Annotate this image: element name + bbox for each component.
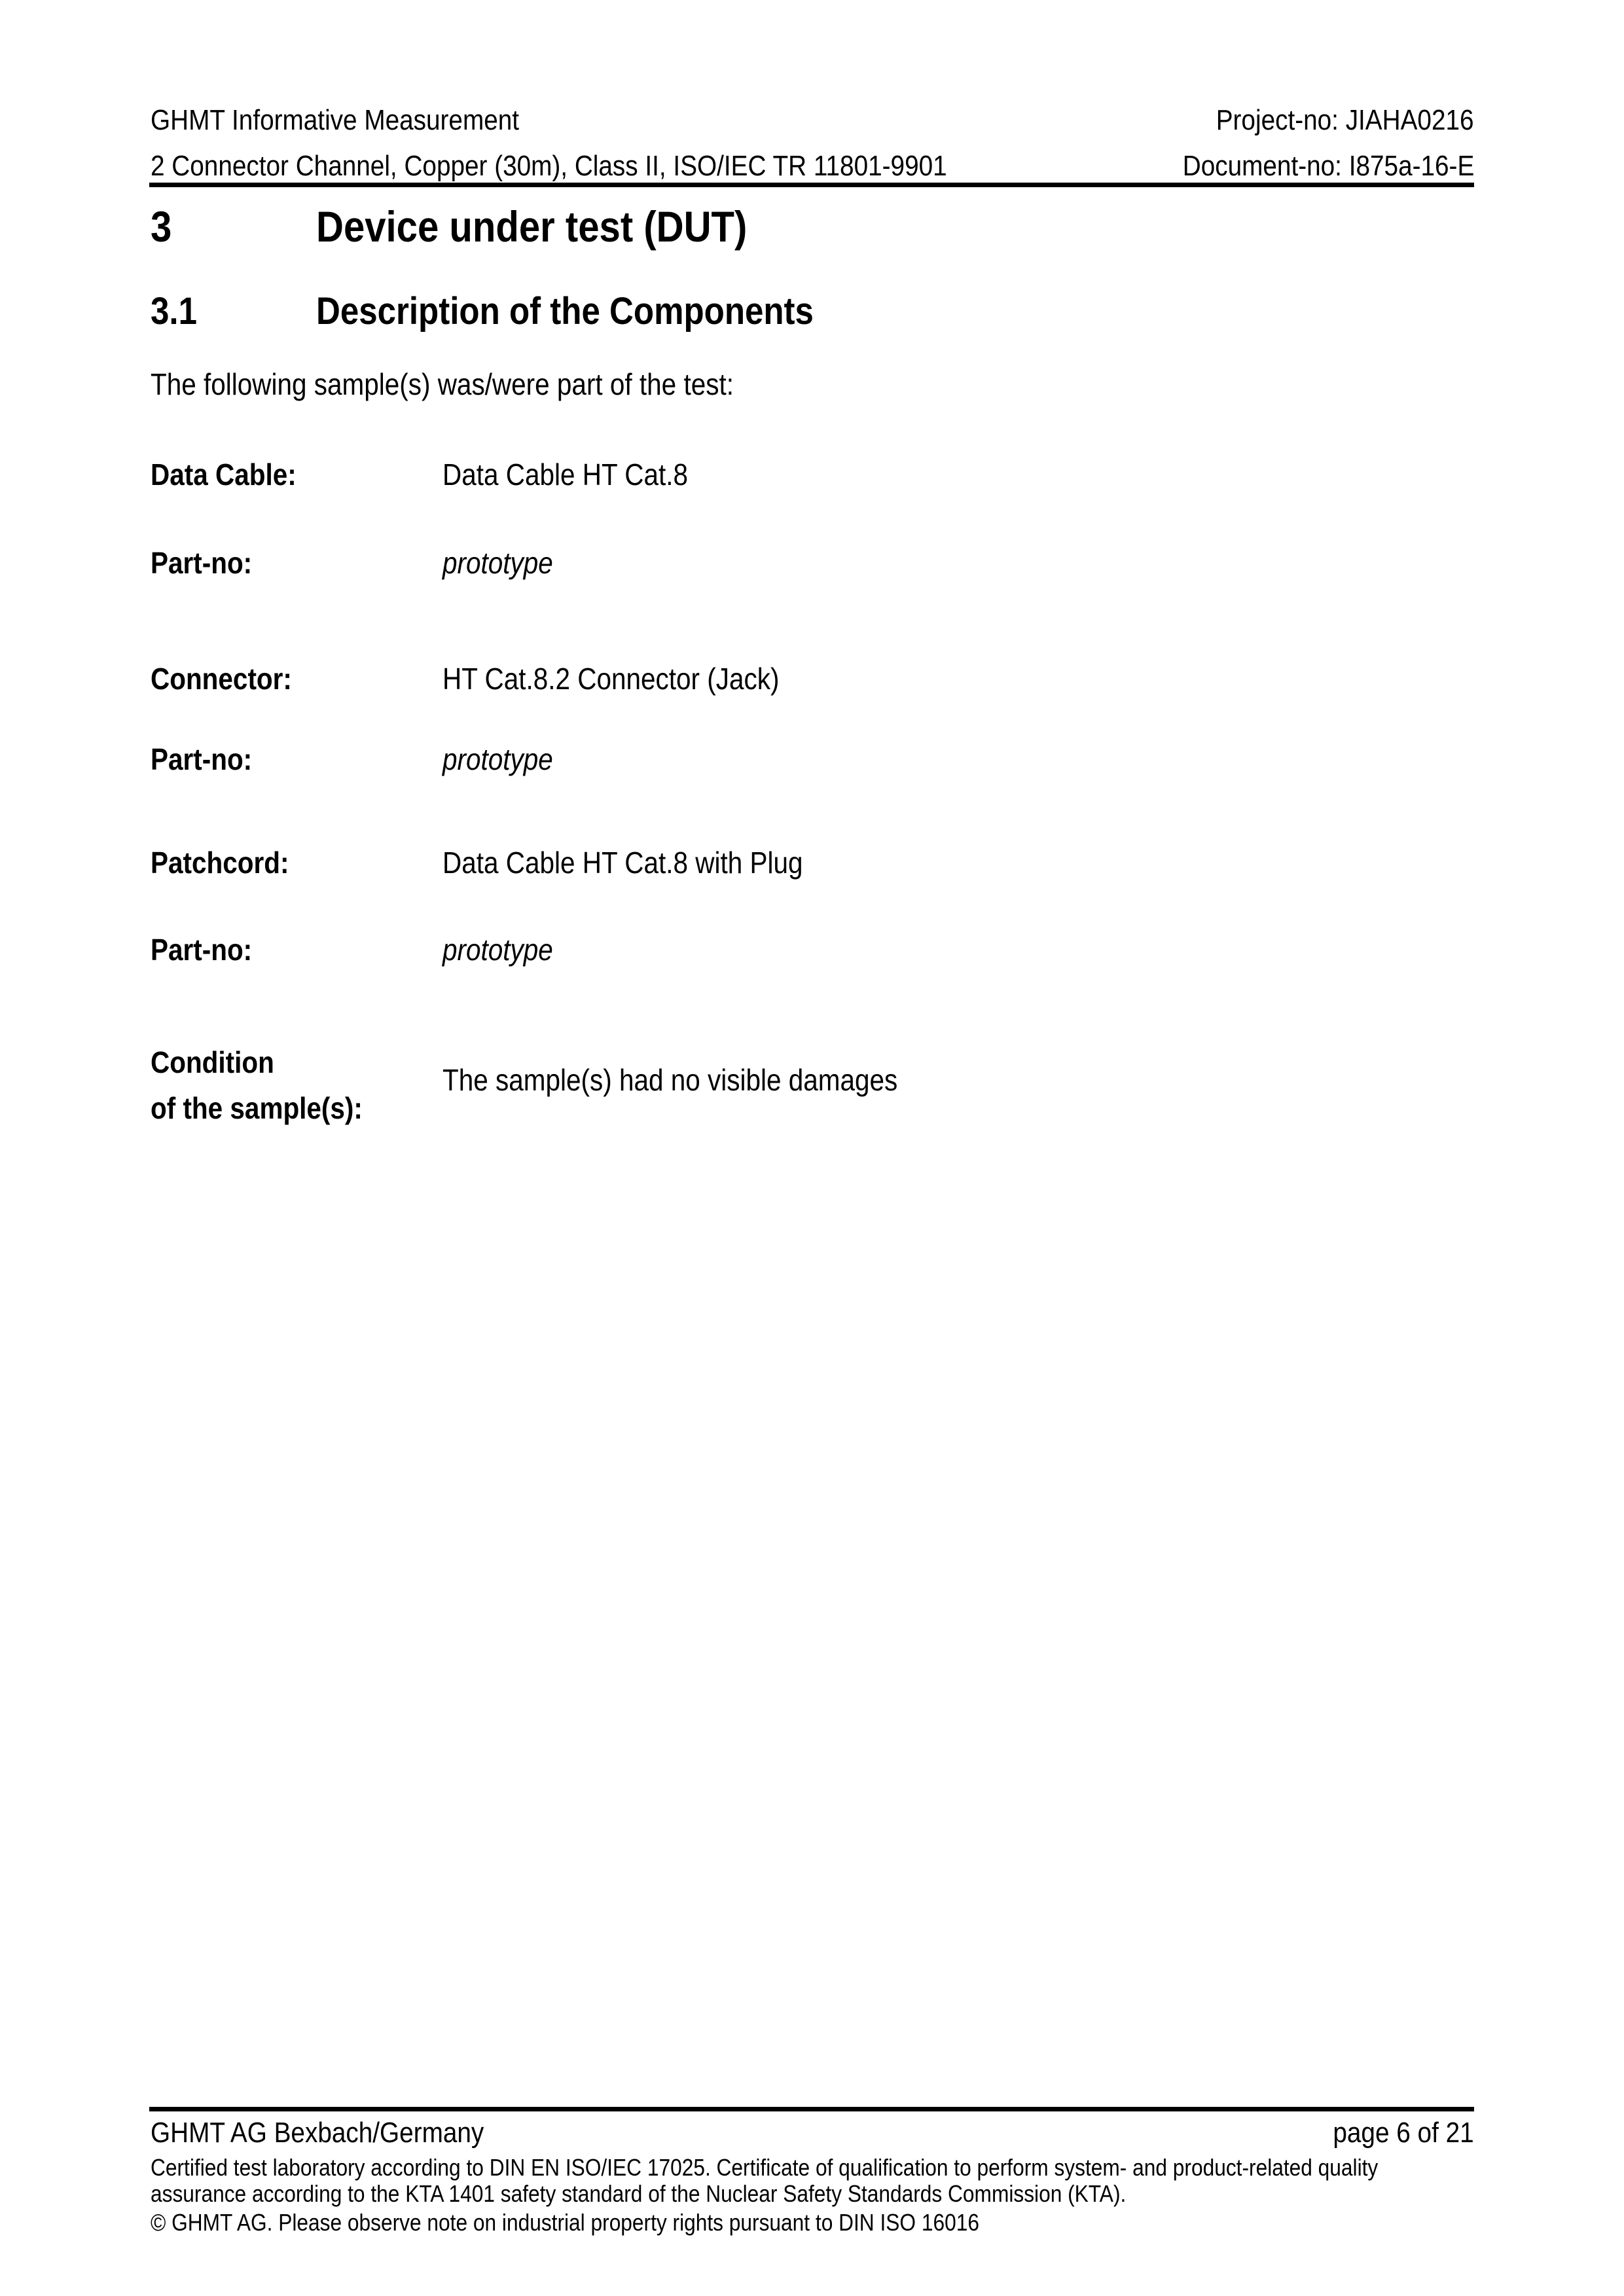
row-value-part-no-2: prototype <box>442 742 553 776</box>
row-label-data-cable: Data Cable: <box>151 457 297 492</box>
header-project-no: Project-no: JIAHA0216 <box>1216 104 1474 136</box>
footer-page-number: page 6 of 21 <box>1333 2117 1474 2149</box>
row-label-patchcord: Patchcord: <box>151 846 289 880</box>
row-value-patchcord: Data Cable HT Cat.8 with Plug <box>442 846 803 880</box>
section-title: Device under test (DUT) <box>316 202 748 251</box>
footer-rule <box>149 2107 1474 2111</box>
footer-certification-note-line1: Certified test laboratory according to DIN EN ISO/IEC 17025. Certificate of qualification to perform system- and product-related quality <box>151 2154 1379 2181</box>
row-label-condition-line2: of the sample(s): <box>151 1091 363 1125</box>
header-rule <box>149 183 1474 187</box>
row-label-part-no-2: Part-no: <box>151 742 253 776</box>
row-label-part-no-3: Part-no: <box>151 933 253 967</box>
footer-company: GHMT AG Bexbach/Germany <box>151 2117 484 2149</box>
header-title: GHMT Informative Measurement <box>151 104 520 136</box>
row-label-part-no-1: Part-no: <box>151 546 253 580</box>
row-value-connector: HT Cat.8.2 Connector (Jack) <box>442 662 780 696</box>
row-value-part-no-3: prototype <box>442 933 553 967</box>
row-label-condition <box>151 1039 363 1131</box>
intro-text: The following sample(s) was/were part of the test: <box>151 367 734 401</box>
section-number: 3 <box>151 202 172 251</box>
row-value-part-no-1: prototype <box>442 546 553 580</box>
footer-copyright-note: © GHMT AG. Please observe note on industrial property rights pursuant to DIN ISO 16016 <box>151 2209 979 2236</box>
header-subtitle: 2 Connector Channel, Copper (30m), Class II, ISO/IEC TR 11801-9901 <box>151 150 947 182</box>
footer-certification-note-line2: assurance according to the KTA 1401 safety standard of the Nuclear Safety Standards Commission (KTA). <box>151 2180 1127 2207</box>
header-document-no: Document-no: I875a-16-E <box>1182 150 1474 182</box>
subsection-title: Description of the Components <box>316 290 814 332</box>
row-label-connector: Connector: <box>151 662 292 696</box>
row-value-data-cable: Data Cable HT Cat.8 <box>442 457 689 492</box>
row-label-condition-line1: Condition <box>151 1045 274 1079</box>
subsection-number: 3.1 <box>151 290 197 332</box>
row-value-condition: The sample(s) had no visible damages <box>442 1063 898 1097</box>
